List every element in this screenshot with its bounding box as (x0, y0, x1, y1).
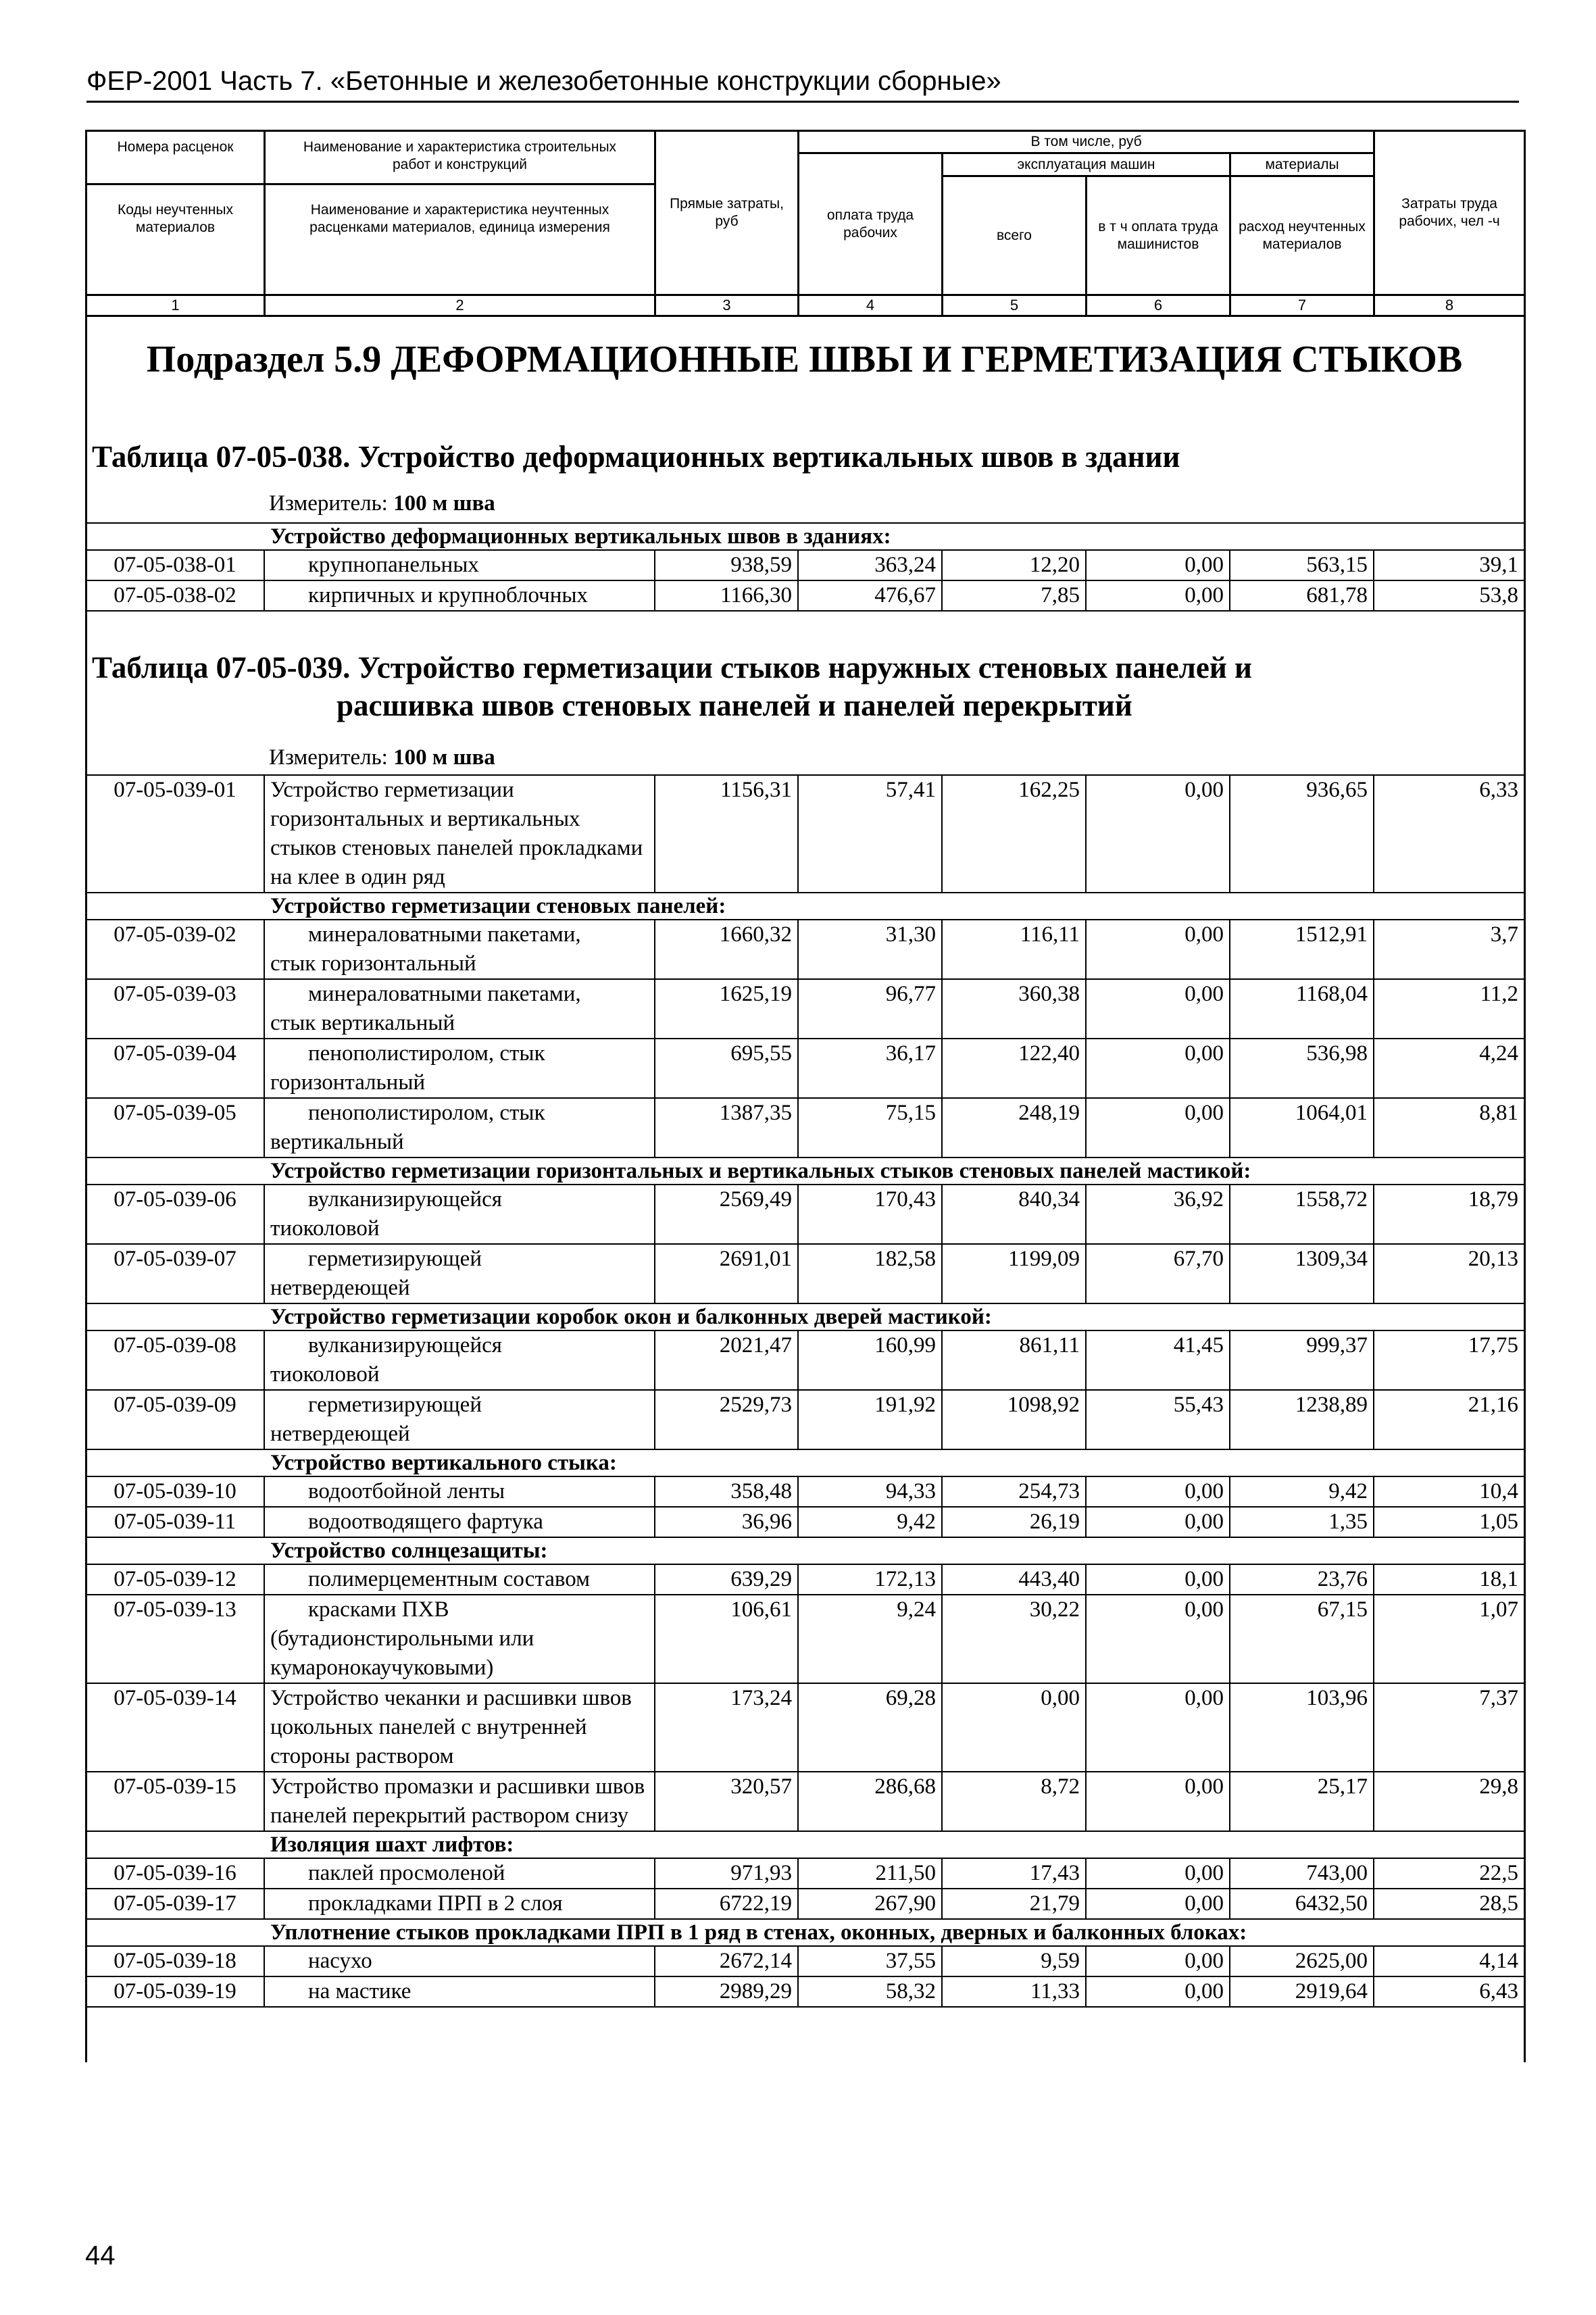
col-number: 3 (655, 295, 799, 316)
row-code: 07-05-038-01 (86, 550, 264, 580)
table-row (86, 1476, 1524, 1507)
materials: 1,35 (1230, 1507, 1374, 1537)
materials: 23,76 (1230, 1564, 1374, 1595)
table-row (86, 1507, 1524, 1537)
row-name (264, 920, 655, 979)
row-name (264, 775, 655, 893)
row-name (264, 550, 655, 580)
machinists-pay: 0,00 (1086, 920, 1230, 979)
row-name-line2: горизонтальный (270, 1070, 426, 1095)
machinists-pay: 0,00 (1086, 1772, 1230, 1831)
row-name (264, 1946, 655, 1976)
labor-pay: 37,55 (798, 1946, 942, 1976)
col-number: 6 (1087, 295, 1230, 316)
col1-bottom-label: Коды неучтенных материалов (118, 201, 233, 235)
col7-header: расход неучтенных материалов (1230, 176, 1374, 295)
labor-hours: 28,5 (1374, 1889, 1524, 1919)
labor-hours: 1,05 (1374, 1507, 1524, 1537)
row-name-text: Устройство промазки и расшивки швов панелей перекрытий раствором снизу (270, 1774, 645, 1828)
row-code: 07-05-039-13 (86, 1595, 264, 1683)
table-row (86, 1889, 1524, 1919)
labor-pay: 267,90 (798, 1889, 942, 1919)
materials: 536,98 (1230, 1039, 1374, 1098)
materials: 6432,50 (1230, 1889, 1374, 1919)
col5-header: всего (943, 176, 1087, 295)
table-039-measure (269, 745, 495, 770)
labor-pay: 191,92 (798, 1390, 942, 1449)
row-code: 07-05-039-14 (86, 1683, 264, 1772)
materials: 1558,72 (1230, 1185, 1374, 1244)
group-heading: Устройство герметизации стеновых панелей: (86, 893, 1524, 920)
table-038-title: Таблица 07-05-038. Устройство деформационных вертикальных швов в здании (92, 440, 1180, 474)
row-code: 07-05-039-05 (86, 1098, 264, 1158)
table-row (86, 1244, 1524, 1303)
row-name-line1: вулканизирующейся (308, 1333, 502, 1358)
labor-pay: 211,50 (798, 1858, 942, 1889)
row-name-line2: стык вертикальный (270, 1011, 455, 1035)
row-name (264, 1390, 655, 1449)
col4-header: оплата труда рабочих (799, 153, 943, 295)
materials: 563,15 (1230, 550, 1374, 580)
direct-costs: 639,29 (655, 1564, 798, 1595)
row-name (264, 1595, 655, 1683)
table-row (86, 580, 1524, 611)
row-name (264, 1476, 655, 1507)
labor-hours: 18,79 (1374, 1185, 1524, 1244)
machinists-pay: 67,70 (1086, 1244, 1230, 1303)
table-row (86, 1772, 1524, 1831)
labor-pay: 94,33 (798, 1476, 942, 1507)
row-name-text: крупнопанельных (308, 553, 479, 577)
measure-label: Измеритель: (269, 745, 388, 770)
col2-bottom-label: Наименование и характеристика неучтенных расценками материалов, единица измерения (309, 201, 610, 235)
table-039-title-line2: расшивка швов стеновых панелей и панелей перекрытий (336, 689, 1132, 723)
labor-hours: 3,7 (1374, 920, 1524, 979)
machines-total: 443,40 (942, 1564, 1086, 1595)
row-name-line1: герметизирующей (308, 1393, 482, 1417)
labor-pay: 9,42 (798, 1507, 942, 1537)
machines-total: 9,59 (942, 1946, 1086, 1976)
row-name-text: водоотводящего фартука (308, 1510, 543, 1534)
row-name-line2: вертикальный (270, 1130, 404, 1154)
row-name (264, 1098, 655, 1158)
direct-costs: 2691,01 (655, 1244, 798, 1303)
labor-pay: 31,30 (798, 920, 942, 979)
row-code: 07-05-039-08 (86, 1330, 264, 1390)
machines-total: 840,34 (942, 1185, 1086, 1244)
labor-hours: 21,16 (1374, 1390, 1524, 1449)
group-heading: Уплотнение стыков прокладками ПРП в 1 ряд в стенах, оконных, дверных и балконных блоках: (86, 1919, 1524, 1946)
machinists-pay: 0,00 (1086, 1889, 1230, 1919)
machines-total: 7,85 (942, 580, 1086, 611)
row-code: 07-05-038-02 (86, 580, 264, 611)
col1-header (86, 131, 265, 295)
labor-pay: 69,28 (798, 1683, 942, 1772)
labor-pay: 36,17 (798, 1039, 942, 1098)
row-name-line2: стык горизонтальный (270, 951, 476, 976)
labor-pay: 58,32 (798, 1976, 942, 2007)
measure-value: 100 м шва (393, 491, 495, 516)
measure-label: Измеритель: (269, 491, 388, 516)
materials: 743,00 (1230, 1858, 1374, 1889)
table-039-title-line1: Таблица 07-05-039. Устройство герметизации стыков наружных стеновых панелей и (92, 651, 1252, 684)
row-code: 07-05-039-04 (86, 1039, 264, 1098)
row-name-line2: тиоколовой (270, 1362, 380, 1387)
row-code: 07-05-039-18 (86, 1946, 264, 1976)
direct-costs: 106,61 (655, 1595, 798, 1683)
table-row (86, 1858, 1524, 1889)
labor-pay: 57,41 (798, 775, 942, 893)
machines-total: 12,20 (942, 550, 1086, 580)
group-heading: Изоляция шахт лифтов: (86, 1831, 1524, 1858)
direct-costs: 695,55 (655, 1039, 798, 1098)
row-name (264, 1507, 655, 1537)
col2-top-label: Наименование и характеристика строительных работ и конструкций (266, 139, 654, 185)
row-name-line1: минераловатными пакетами, (308, 982, 581, 1006)
row-name-text: насухо (308, 1949, 372, 1973)
row-name-line1: герметизирующей (308, 1247, 482, 1271)
row-name-text: прокладками ПРП в 2 слоя (308, 1891, 563, 1916)
machines-total: 30,22 (942, 1595, 1086, 1683)
materials: 2625,00 (1230, 1946, 1374, 1976)
labor-pay: 96,77 (798, 979, 942, 1039)
machinists-pay: 0,00 (1086, 1039, 1230, 1098)
col-number: 4 (799, 295, 943, 316)
row-code: 07-05-039-15 (86, 1772, 264, 1831)
direct-costs: 971,93 (655, 1858, 798, 1889)
col8-header: Затраты труда рабочих, чел -ч (1374, 131, 1525, 295)
row-name (264, 1039, 655, 1098)
table-row (86, 1976, 1524, 2007)
group-heading: Устройство вертикального стыка: (86, 1449, 1524, 1476)
labor-hours: 53,8 (1374, 580, 1524, 611)
row-name-text: кирпичных и крупноблочных (308, 583, 589, 607)
row-name (264, 979, 655, 1039)
row-name-text: на мастике (308, 1979, 412, 2003)
row-name (264, 1772, 655, 1831)
labor-hours: 29,8 (1374, 1772, 1524, 1831)
table-row (86, 1390, 1524, 1449)
table-row (86, 775, 1524, 893)
col-number: 7 (1230, 295, 1374, 316)
machines-total: 861,11 (942, 1330, 1086, 1390)
direct-costs: 36,96 (655, 1507, 798, 1537)
row-name-line1: минераловатными пакетами, (308, 922, 581, 947)
materials: 9,42 (1230, 1476, 1374, 1507)
page-number: 44 (85, 2241, 116, 2270)
row-name-line2: нетвердеющей (270, 1276, 410, 1300)
column-numbers-row (86, 295, 1525, 316)
table-row (86, 1683, 1524, 1772)
machines-total: 17,43 (942, 1858, 1086, 1889)
labor-pay: 9,24 (798, 1595, 942, 1683)
table-038 (85, 522, 1525, 612)
machinists-pay: 0,00 (1086, 1858, 1230, 1889)
machines-total: 248,19 (942, 1098, 1086, 1158)
materials: 1064,01 (1230, 1098, 1374, 1158)
table-row (86, 1330, 1524, 1390)
row-code: 07-05-039-01 (86, 775, 264, 893)
direct-costs: 1625,19 (655, 979, 798, 1039)
labor-hours: 6,33 (1374, 775, 1524, 893)
row-name-text: Устройство чеканки и расшивки швов цокольных панелей с внутренней стороны раствором (270, 1686, 632, 1768)
materials-header: материалы (1230, 153, 1374, 176)
machines-total: 1199,09 (942, 1244, 1086, 1303)
table-row (86, 1185, 1524, 1244)
row-name-text: водоотбойной ленты (308, 1479, 505, 1503)
labor-hours: 22,5 (1374, 1858, 1524, 1889)
row-name-text: полимерцементным составом (308, 1567, 590, 1591)
labor-hours: 6,43 (1374, 1976, 1524, 2007)
col2-header (265, 131, 655, 295)
machinists-pay: 0,00 (1086, 1564, 1230, 1595)
table-row (86, 1039, 1524, 1098)
row-name-line1: красками ПХВ (308, 1597, 449, 1622)
direct-costs: 358,48 (655, 1476, 798, 1507)
machines-total: 21,79 (942, 1889, 1086, 1919)
table-row (86, 550, 1524, 580)
labor-pay: 363,24 (798, 550, 942, 580)
machines-total: 1098,92 (942, 1390, 1086, 1449)
machines-total: 26,19 (942, 1507, 1086, 1537)
row-code: 07-05-039-11 (86, 1507, 264, 1537)
group-heading: Устройство солнцезащиты: (86, 1537, 1524, 1564)
materials: 67,15 (1230, 1595, 1374, 1683)
labor-hours: 17,75 (1374, 1330, 1524, 1390)
row-name (264, 1683, 655, 1772)
machinists-pay: 0,00 (1086, 1098, 1230, 1158)
labor-hours: 4,24 (1374, 1039, 1524, 1098)
materials: 1309,34 (1230, 1244, 1374, 1303)
direct-costs: 1166,30 (655, 580, 798, 611)
row-name (264, 1976, 655, 2007)
col-number: 8 (1374, 295, 1525, 316)
machines-total: 254,73 (942, 1476, 1086, 1507)
machinists-pay: 0,00 (1086, 979, 1230, 1039)
direct-costs: 6722,19 (655, 1889, 798, 1919)
measure-value: 100 м шва (393, 745, 495, 770)
row-name-line1: пенополистиролом, стык (308, 1101, 545, 1125)
machinists-pay: 0,00 (1086, 1595, 1230, 1683)
direct-costs: 938,59 (655, 550, 798, 580)
labor-hours: 8,81 (1374, 1098, 1524, 1158)
row-name (264, 1330, 655, 1390)
direct-costs: 1156,31 (655, 775, 798, 893)
row-name-text: паклей просмоленой (308, 1861, 505, 1885)
table-row (86, 1946, 1524, 1976)
col3-header: Прямые затраты, руб (655, 131, 799, 295)
labor-pay: 476,67 (798, 580, 942, 611)
materials: 25,17 (1230, 1772, 1374, 1831)
row-name-line1: пенополистиролом, стык (308, 1041, 545, 1066)
table-row (86, 920, 1524, 979)
row-code: 07-05-039-06 (86, 1185, 264, 1244)
machinists-pay: 0,00 (1086, 775, 1230, 893)
col6-header: в т ч оплата труда машинистов (1087, 176, 1230, 295)
col-number: 2 (265, 295, 655, 316)
row-name-text: Устройство герметизации горизонтальных и вертикальных стыков стеновых панелей прокладками на клее в один ряд (270, 778, 643, 889)
machinists-pay: 55,43 (1086, 1390, 1230, 1449)
direct-costs: 2672,14 (655, 1946, 798, 1976)
table-row (86, 1595, 1524, 1683)
page-header: ФЕР-2001 Часть 7. «Бетонные и железобетонные конструкции сборные» (86, 66, 1519, 103)
group-heading: Устройство герметизации горизонтальных и вертикальных стыков стеновых панелей мастикой: (86, 1158, 1524, 1185)
col-number: 1 (86, 295, 265, 316)
direct-costs: 1660,32 (655, 920, 798, 979)
direct-costs: 2569,49 (655, 1185, 798, 1244)
col-number: 5 (943, 295, 1087, 316)
subsection-title: Подраздел 5.9 ДЕФОРМАЦИОННЫЕ ШВЫ И ГЕРМЕТИЗАЦИЯ СТЫКОВ (146, 339, 1463, 380)
machines-total: 162,25 (942, 775, 1086, 893)
labor-hours: 1,07 (1374, 1595, 1524, 1683)
machinists-pay: 36,92 (1086, 1185, 1230, 1244)
machinists-pay: 0,00 (1086, 1976, 1230, 2007)
labor-pay: 160,99 (798, 1330, 942, 1390)
table-row (86, 1098, 1524, 1158)
machines-total: 8,72 (942, 1772, 1086, 1831)
row-code: 07-05-039-17 (86, 1889, 264, 1919)
row-code: 07-05-039-10 (86, 1476, 264, 1507)
materials: 1168,04 (1230, 979, 1374, 1039)
labor-pay: 170,43 (798, 1185, 942, 1244)
labor-hours: 7,37 (1374, 1683, 1524, 1772)
direct-costs: 2989,29 (655, 1976, 798, 2007)
col1-top-label: Номера расценок (87, 139, 264, 185)
table-039-title (92, 649, 1252, 725)
row-code: 07-05-039-16 (86, 1858, 264, 1889)
materials: 999,37 (1230, 1330, 1374, 1390)
row-name (264, 1244, 655, 1303)
table-039 (85, 774, 1525, 2008)
labor-pay: 172,13 (798, 1564, 942, 1595)
machines-total: 360,38 (942, 979, 1086, 1039)
row-code: 07-05-039-02 (86, 920, 264, 979)
row-name (264, 1858, 655, 1889)
labor-hours: 20,13 (1374, 1244, 1524, 1303)
direct-costs: 1387,35 (655, 1098, 798, 1158)
included-header: В том числе, руб (799, 131, 1374, 153)
row-name (264, 580, 655, 611)
materials: 1512,91 (1230, 920, 1374, 979)
labor-hours: 11,2 (1374, 979, 1524, 1039)
row-name-line2: нетвердеющей (270, 1422, 410, 1446)
row-code: 07-05-039-19 (86, 1976, 264, 2007)
row-name-line2: тиоколовой (270, 1216, 380, 1241)
machinists-pay: 0,00 (1086, 1946, 1230, 1976)
column-header-table (85, 130, 1526, 317)
machinists-pay: 0,00 (1086, 1683, 1230, 1772)
machinists-pay: 0,00 (1086, 1476, 1230, 1507)
machines-total: 0,00 (942, 1683, 1086, 1772)
row-code: 07-05-039-07 (86, 1244, 264, 1303)
table-row (86, 1564, 1524, 1595)
row-name (264, 1889, 655, 1919)
materials: 936,65 (1230, 775, 1374, 893)
labor-pay: 75,15 (798, 1098, 942, 1158)
machines-header: эксплуатация машин (943, 153, 1230, 176)
group-heading: Устройство герметизации коробок окон и балконных дверей мастикой: (86, 1303, 1524, 1330)
machines-total: 122,40 (942, 1039, 1086, 1098)
table-038-measure (269, 491, 495, 516)
direct-costs: 2529,73 (655, 1390, 798, 1449)
materials: 103,96 (1230, 1683, 1374, 1772)
machinists-pay: 41,45 (1086, 1330, 1230, 1390)
materials: 681,78 (1230, 580, 1374, 611)
labor-pay: 182,58 (798, 1244, 942, 1303)
row-name-line1: вулканизирующейся (308, 1187, 502, 1212)
labor-pay: 286,68 (798, 1772, 942, 1831)
materials: 2919,64 (1230, 1976, 1374, 2007)
labor-hours: 4,14 (1374, 1946, 1524, 1976)
direct-costs: 2021,47 (655, 1330, 798, 1390)
machines-total: 116,11 (942, 920, 1086, 979)
row-code: 07-05-039-12 (86, 1564, 264, 1595)
row-name (264, 1564, 655, 1595)
row-code: 07-05-039-03 (86, 979, 264, 1039)
row-name (264, 1185, 655, 1244)
machinists-pay: 0,00 (1086, 550, 1230, 580)
table-row (86, 979, 1524, 1039)
materials: 1238,89 (1230, 1390, 1374, 1449)
labor-hours: 39,1 (1374, 550, 1524, 580)
labor-hours: 18,1 (1374, 1564, 1524, 1595)
row-name-line2: (бутадионстирольными или кумаронокаучуковыми) (270, 1626, 534, 1680)
row-code: 07-05-039-09 (86, 1390, 264, 1449)
direct-costs: 320,57 (655, 1772, 798, 1831)
machinists-pay: 0,00 (1086, 1507, 1230, 1537)
labor-hours: 10,4 (1374, 1476, 1524, 1507)
machinists-pay: 0,00 (1086, 580, 1230, 611)
machines-total: 11,33 (942, 1976, 1086, 2007)
direct-costs: 173,24 (655, 1683, 798, 1772)
group-heading: Устройство деформационных вертикальных швов в зданиях: (86, 523, 1524, 550)
